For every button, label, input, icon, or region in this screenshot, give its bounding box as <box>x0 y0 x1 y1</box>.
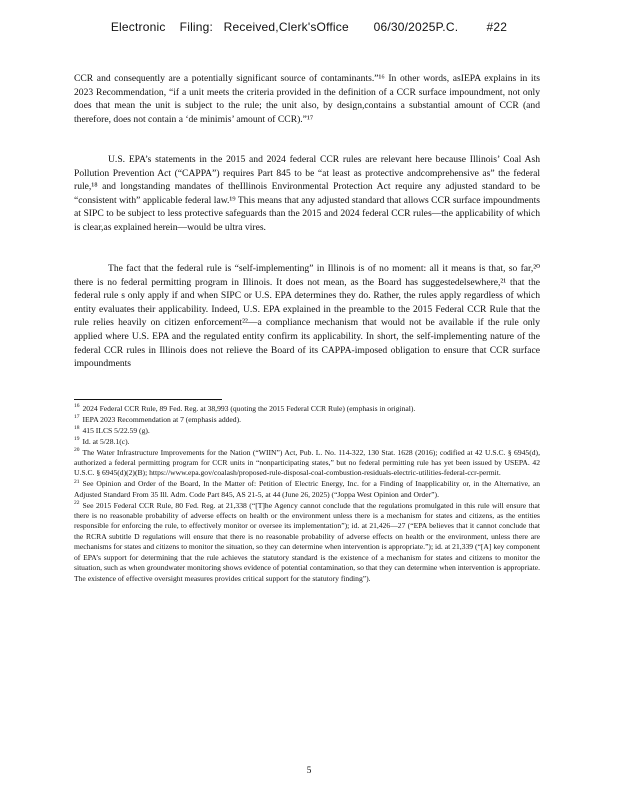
footnote-number: 18 <box>74 425 80 432</box>
footnote-number: 20 <box>74 447 80 454</box>
filing-header: Electronic Filing: Received,Clerk'sOffice 06/30/2025P.C. #22 <box>110 20 508 34</box>
footnote-number: 21 <box>74 478 80 485</box>
footnote-21 <box>74 479 540 500</box>
footnote-text: See Opinion and Order of the Board, In the Matter of: Petition of Electric Energy, Inc. for a Finding of Inapplicability or, in the Alternative, an Adjusted Standard From 35 Ill. Adm. Code Part 845, AS 21-5, at 44 (June 26, 2025) (“Joppa West Opinion and Order”). <box>74 479 540 499</box>
footnote-text: IEPA 2023 Recommendation at 7 (emphasis added). <box>82 414 242 424</box>
footnote-number: 19 <box>74 436 80 443</box>
footnote-16 <box>74 404 540 414</box>
footnote-text: 2024 Federal CCR Rule, 89 Fed. Reg. at 38,993 (quoting the 2015 Federal CCR Rule) (emphasis in original). <box>82 404 416 413</box>
footnote-number: 17 <box>74 414 80 421</box>
footnote-22 <box>74 501 540 584</box>
footnote-number: 22 <box>74 500 80 507</box>
paragraph-1-text: CCR and consequently are a potentially significant source of contaminants.”¹⁶ In other words, asIEPA explains in its 2023 Recommendation, “if a unit meets the criteria provided in the definition of a CCR surface impoundment, not only does that mean the unit is subject to the rule; the unit also, by design,contains a substantial amount of CCR (and therefore, does not contain a ‘de minimis’ amount of CCR).”¹⁷ <box>74 73 540 125</box>
paragraph-3-text: The fact that the federal rule is “self-implementing” in Illinois is of no moment: all it means is that, so far,²⁰ there is no federal permitting program in Illinois. It does not mean, as the Board has suggestedelsewhere,²¹ that the federal rule s only apply if and when SIPC or U.S. EPA determines they do. Rather, the rules apply regardless of which entity evaluates their applicability. Indeed, U.S. EPA explained in the preamble to the 2015 Federal CCR Rule that the rule relies heavily on citizen enforcement²²—a compliance mechanism that would not be available if the rule only applied where U.S. EPA and the regulated entity confirm its applicability. In short, the self-implementing nature of the federal CCR rules in Illinois does not relieve the Board of its CAPPA-imposed obligation to ensure that CCR surface impoundments <box>74 263 540 370</box>
footnote-text: Id. at 5/28.1(c). <box>82 436 130 446</box>
page-number: 5 <box>306 765 312 776</box>
footnote-18 <box>74 426 540 436</box>
paragraph-2 <box>74 153 540 235</box>
paragraph-3 <box>74 262 540 371</box>
paragraph-1 <box>74 72 540 126</box>
footnotes <box>74 404 540 584</box>
footnote-text: See 2015 Federal CCR Rule, 80 Fed. Reg. at 21,338 (“[T]he Agency cannot conclude that the regulations promulgated in this rule will ensure that there is no reasonable probability of adverse effects on health or the environment unless there is a mechanism for states and citizens, as the entities responsible for enforcing the rule, to effectively monitor or oversee its implementation”); id. at 21,426—27 (“EPA believes that it cannot conclude that the RCRA subtitle D regulations will ensure that there is no reasonable probability of adverse effects on health or the environment, unless there are mechanisms for states and citizens to monitor the situation, so they can determine when intervention is appropriate.”); id. at 21,339 (“[A] key component of EPA’s support for determining that the rule achieves the statutory standard is the existence of a mechanism for states and citizens to monitor the situation, such as when groundwater monitoring shows evidence of potential contamination, so that they can determine when intervention is appropriate. The existence of effective oversight measures provides critical support for the statutory finding”). <box>74 500 540 583</box>
footnote-17 <box>74 415 540 425</box>
footnote-text: The Water Infrastructure Improvements for the Nation (“WIIN”) Act, Pub. L. No. 114-322, 130 Stat. 1628 (2016); codified at 42 U.S.C. § 6945(d), authorized a federal permitting program for CCR units in “nonparticipating states,” but no federal permitting rule has yet been issued by USEPA. 42 U.S.C. § 6945(d)(2)(B); https://www.epa.gov/coalash/proposed-rule-disposal-coal-combustion-residuals-electric-utilities-federal-ccr-permit. <box>74 447 540 478</box>
footnote-separator <box>74 399 222 400</box>
footnote-text: 415 ILCS 5/22.59 (g). <box>82 425 150 435</box>
footnote-20 <box>74 448 540 479</box>
footnote-19 <box>74 437 540 447</box>
paragraph-2-text: U.S. EPA’s statements in the 2015 and 2024 federal CCR rules are relevant here because Illinois’ Coal Ash Pollution Prevention Act (“CAPPA”) requires Part 845 to be “at least as protective andcomprehensive as” the federal rule,¹⁸ and longstanding mandates of theIllinois Environmental Protection Act require any adjusted standard to be “consistent with” applicable federal law.¹⁹ This means that any adjusted standard that allows CCR surface impoundments at SIPC to be subject to less protective safeguards than the 2015 and 2024 federal CCR rules—the applicability of which is clear,as explained herein—would be ultra vires. <box>74 154 540 233</box>
footnote-number: 16 <box>74 403 80 410</box>
